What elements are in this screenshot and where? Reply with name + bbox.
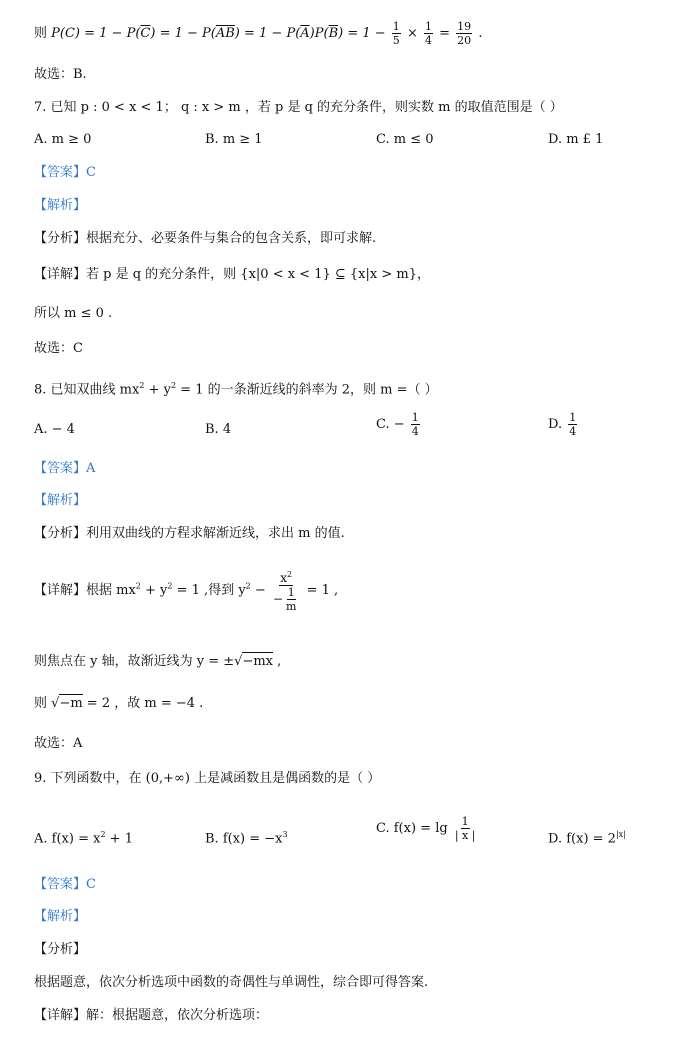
q9-fenxi-text: 根据题意，依次分析选项中函数的奇偶性与单调性，综合即可得答案. — [34, 975, 429, 990]
q8-stem: 8. 已知双曲线 $mx^2 + y^2 = 1$ 的一条渐近线的斜率为 2，则 m =（ ） — [34, 381, 438, 398]
q7-option-c: C. m ≤ 0 — [376, 132, 434, 147]
q8-option-a: A. − 4 — [34, 422, 75, 437]
q9-option-b: B. $f(x) = -x^3$ — [205, 830, 288, 847]
q8-fenxi: 【分析】利用双曲线的方程求解渐近线，求出 m 的值. — [34, 526, 345, 541]
q7-fenxi: 【分析】根据充分、必要条件与集合的包含关系，即可求解. — [34, 231, 377, 246]
q7-answer: 【答案】C — [34, 165, 96, 180]
q7-detail: 【详解】若 p 是 q 的充分条件，则 {x|0 < x < 1} ⊆ {x|x > m}， — [34, 267, 430, 282]
q7-stem: 7. 已知 p : 0 < x < 1； q : x > m ，若 p 是 q 的充分条件，则实数 m 的取值范围是（ ） — [34, 100, 563, 115]
q9-option-d: D. $f(x) = 2^{|x|}$ — [548, 830, 626, 847]
q7-option-b: B. m ≥ 1 — [205, 132, 263, 147]
q8-option-b: B. 4 — [205, 422, 232, 437]
q7-option-d: D. m £ 1 — [548, 132, 604, 147]
q9-stem: 9. 下列函数中，在 (0,+∞) 上是减函数且是偶函数的是（ ） — [34, 771, 381, 786]
q7-select: 故选：C — [34, 341, 83, 356]
probability-formula-line: 则 $P(C) = 1 - P(\overline{C}) = 1 - P(\overline{AB}) = 1 - P(\overline{A})P(\overline{B}) = 1$ − $\frac{1}{5}$ × $\frac{1}{4}$ = $\frac{19}{20}$ . — [34, 20, 483, 47]
q9-option-a: A. $f(x) = x^2 + 1$ — [34, 830, 133, 847]
q7-option-a: A. m ≥ 0 — [34, 132, 92, 147]
q8-option-d: D. $\frac{1}{4}$ — [548, 411, 577, 438]
q8-option-c: C. − $\frac{1}{4}$ — [376, 411, 419, 438]
q7-analysis-label: 【解析】 — [34, 198, 87, 213]
q9-fenxi-label: 【分析】 — [34, 942, 87, 957]
q8-solve-m: 则 √−m = 2 ，故 m = −4 . — [34, 696, 204, 711]
q9-option-c: C. f(x) = lg $\frac{1}{| x |}$ — [376, 815, 476, 842]
q8-select: 故选：A — [34, 736, 83, 751]
answer-select-b: 故选：B. — [34, 67, 87, 82]
q9-answer: 【答案】C — [34, 877, 96, 892]
q8-answer: 【答案】A — [34, 461, 96, 476]
q7-therefore: 所以 m ≤ 0 . — [34, 306, 113, 321]
q8-focus-line: 则焦点在 y 轴，故渐近线为 y = ±√−mx , — [34, 654, 282, 669]
q8-detail: 【详解】根据 $mx^2 + y^2 = 1$ ,得到 $y^2$ − $x^2$ − $\frac{1}{m}$ = 1 , — [34, 570, 339, 613]
q8-analysis-label: 【解析】 — [34, 493, 87, 508]
q9-analysis-label: 【解析】 — [34, 909, 87, 924]
q9-detail: 【详解】解：根据题意，依次分析选项： — [34, 1008, 269, 1023]
